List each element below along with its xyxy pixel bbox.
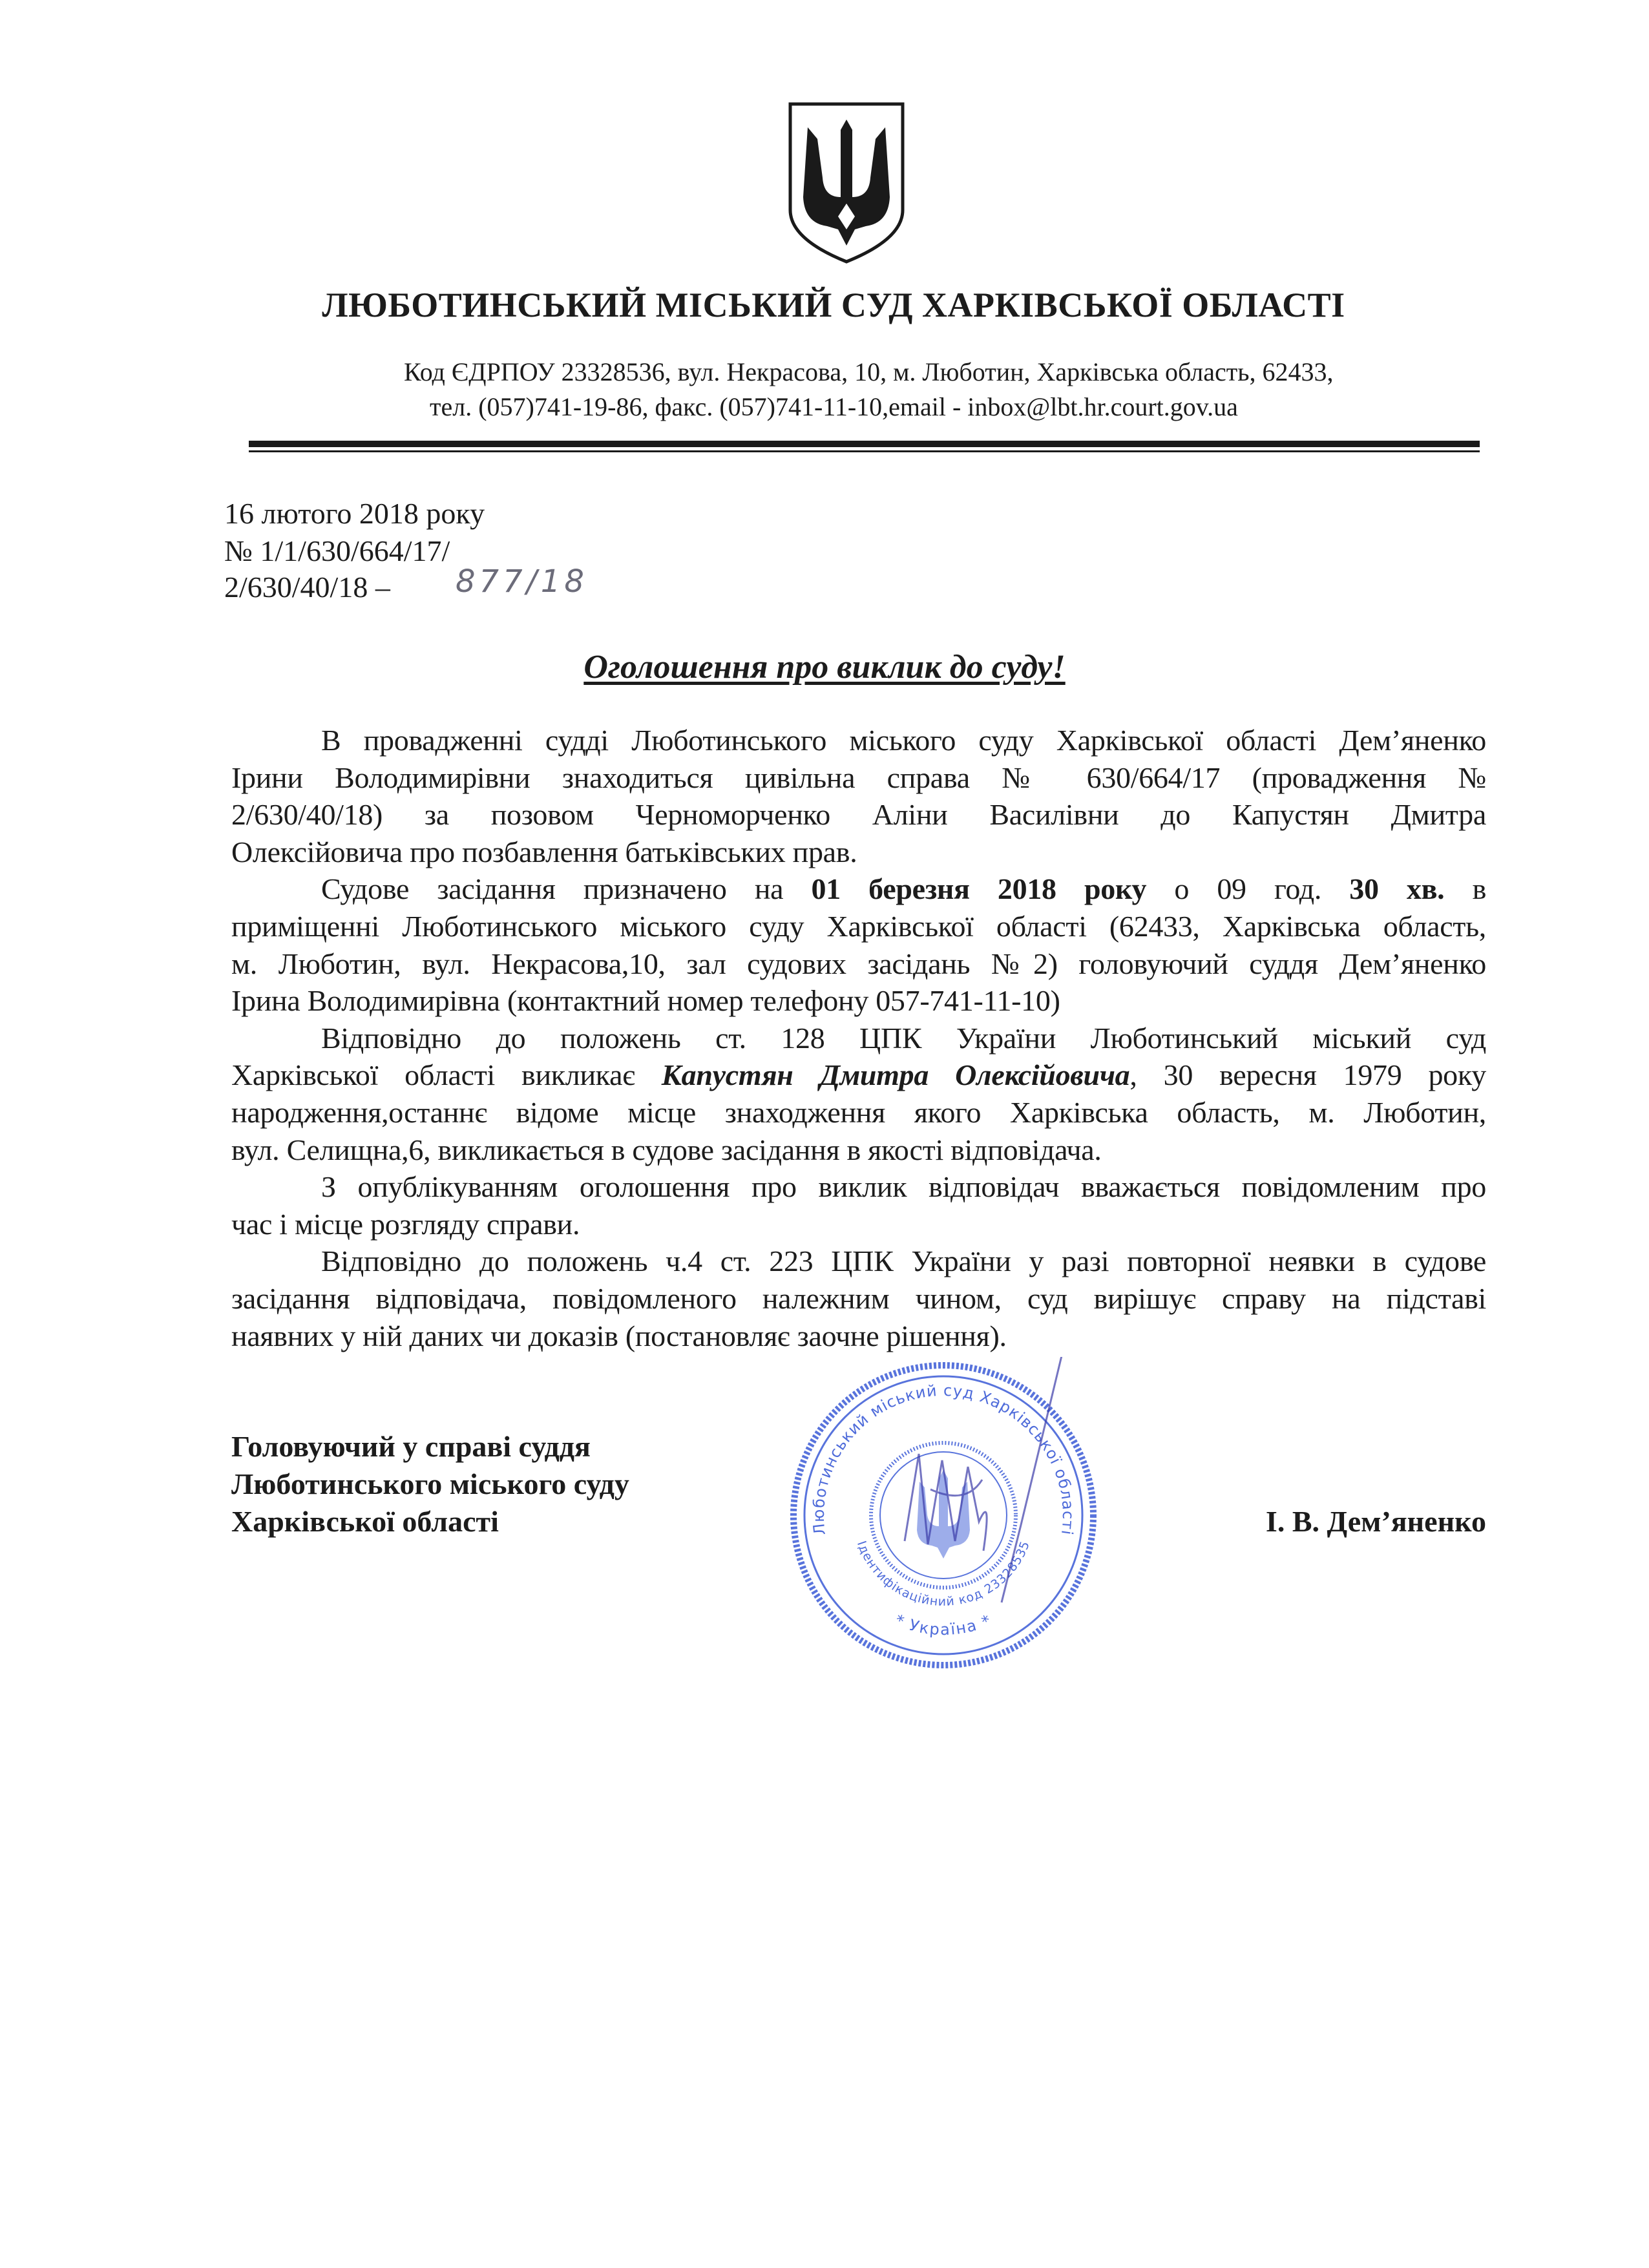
announcement-body — [231, 722, 1486, 1354]
emphasized-text: 30 хв. — [1349, 872, 1445, 906]
text-segment: Олексійовича про позбавлення батьківських прав. — [231, 835, 857, 868]
paragraph-3-line — [231, 1131, 1486, 1169]
text-segment: наявних у ній даних чи доказів (постановляє заочне рішення). — [231, 1319, 1007, 1352]
paragraph-4-line — [231, 1206, 1486, 1243]
text-segment: о 09 год. — [1146, 872, 1350, 906]
emphasized-text: 01 березня 2018 року — [811, 872, 1147, 906]
text-segment: Відповідно до положень ч.4 ст. 223 ЦПК України у разі повторної неявки в судове — [321, 1244, 1486, 1278]
text-segment: Ірини Володимирівни знаходиться цивільна справа № 630/664/17 (провадження № — [231, 761, 1486, 794]
text-segment: З опублікуванням оголошення про виклик відповідач вважається повідомленим про — [321, 1170, 1486, 1204]
text-segment: вул. Селищна,6, викликається в судове засідання в якості відповідача. — [231, 1133, 1102, 1166]
text-segment: засідання відповідача, повідомленого належним чином, суд вирішує справу на підставі — [231, 1281, 1486, 1315]
paragraph-1-line — [231, 834, 1486, 871]
document-number-line2: 2/630/40/18 – — [224, 571, 390, 604]
text-segment: в — [1444, 872, 1486, 906]
text-segment: м. Люботин, вул. Некрасова,10, зал судових засідань №2) головуючий суддя Дем’яненко — [231, 947, 1486, 980]
header-divider-thick — [249, 441, 1480, 447]
text-segment: Харківської області викликає — [231, 1058, 662, 1092]
text-segment: 2/630/40/18) за позовом Черноморченко Аліни Василівни до Капустян Дмитра — [231, 798, 1486, 832]
text-segment: народження,останнє відоме місце знаходження якого Харківська область, м. Люботин, — [231, 1095, 1486, 1129]
header-divider-thin — [249, 450, 1480, 452]
text-segment: Судове засідання призначено на — [321, 872, 812, 906]
text-segment: Ірина Володимирівна (контактний номер телефону 057-741-11-10) — [231, 984, 1060, 1018]
paragraph-2-line — [231, 870, 1486, 908]
seal-bottom-text: * Україна * — [892, 1611, 994, 1639]
paragraph-5-line — [231, 1318, 1486, 1355]
text-segment: , 30 вересня 1979 року — [1129, 1058, 1486, 1092]
paragraph-5-line — [231, 1280, 1486, 1318]
paragraph-3-line — [231, 1020, 1486, 1057]
paragraph-4-line — [231, 1168, 1486, 1206]
court-contacts-line: тел. (057)741-19-86, факс. (057)741-11-10,email - inbox@lbt.hr.court.gov.ua — [430, 392, 1238, 421]
coat-of-arms-trident-icon — [785, 100, 908, 265]
signatory-title-line2: Люботинського міського суду — [231, 1467, 629, 1501]
paragraph-3-line — [231, 1094, 1486, 1131]
announcement-heading — [0, 647, 1649, 688]
document-date: 16 лютого 2018 року — [224, 497, 485, 530]
paragraph-2-line — [231, 945, 1486, 983]
paragraph-1-line — [231, 722, 1486, 759]
text-segment: приміщенні Люботинського міського суду Харківської області (62433, Харківська область, — [231, 909, 1486, 943]
handwritten-registration-number: 877/18 — [456, 563, 588, 600]
signatory-title-line1: Головуючий у справі суддя — [231, 1430, 591, 1464]
svg-text:* Україна * — [892, 1611, 994, 1639]
document-number-line1: № 1/1/630/664/17/ — [224, 534, 450, 567]
paragraph-3-line — [231, 1056, 1486, 1094]
paragraph-2-line — [231, 908, 1486, 945]
paragraph-1-line — [231, 759, 1486, 797]
seal-inner-text: Ідентифікаційний код 23328535 — [854, 1538, 1033, 1609]
paragraph-1-line — [231, 796, 1486, 834]
text-segment: час і місце розгляду справи. — [231, 1207, 580, 1241]
court-address-line: Код ЄДРПОУ 23328536, вул. Некрасова, 10, м. Люботин, Харківська область, 62433, — [404, 357, 1334, 386]
emphasized-text: Капустян Дмитра Олексійовича — [661, 1058, 1130, 1092]
seal-outer-text: Люботинський міський суд Харківської області — [809, 1381, 1078, 1537]
paragraph-5-line — [231, 1243, 1486, 1280]
signatory-title-line3: Харківської області — [231, 1505, 499, 1538]
paragraph-2-line — [231, 982, 1486, 1020]
court-name-heading: ЛЮБОТИНСЬКИЙ МІСЬКИЙ СУД ХАРКІВСЬКОЇ ОБЛАСТІ — [322, 286, 1345, 324]
signatory-name: І. В. Дем’яненко — [1265, 1505, 1486, 1538]
text-segment: Відповідно до положень ст. 128 ЦПК України Люботинський міський суд — [321, 1021, 1486, 1055]
announcement-heading-text: Оголошення про виклик до суду! — [583, 649, 1066, 686]
court-seal-stamp — [775, 1357, 1111, 1680]
text-segment: В провадженні судді Люботинського міського суду Харківської області Дем’яненко — [321, 724, 1486, 757]
